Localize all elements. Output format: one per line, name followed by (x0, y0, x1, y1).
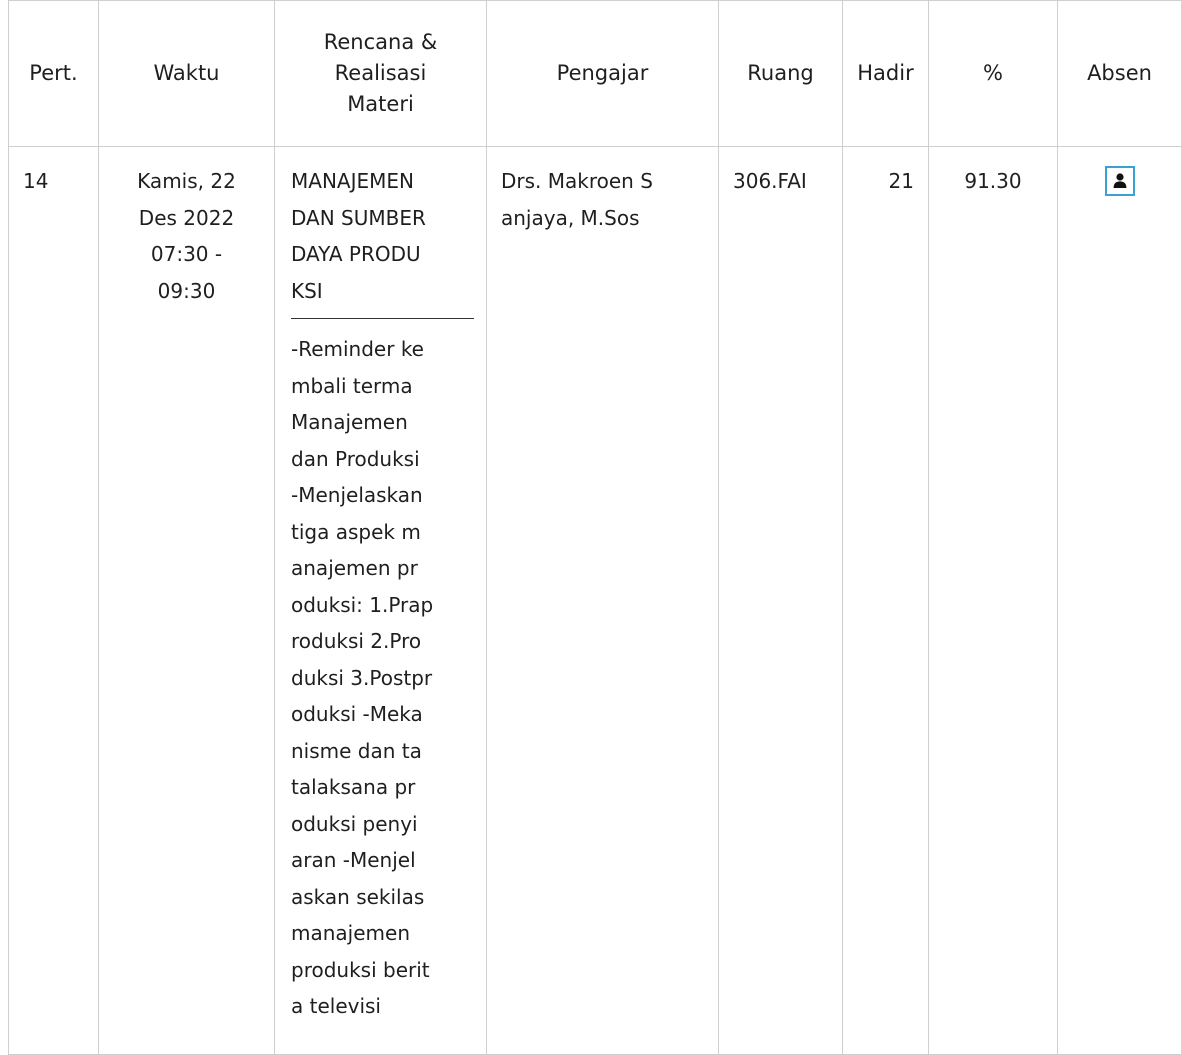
realisasi-line: duksi 3.Postpr (291, 660, 474, 697)
realisasi-line: Manajemen (291, 404, 474, 441)
realisasi-line: oduksi penyi (291, 806, 474, 843)
header-materi-line: Materi (281, 89, 480, 120)
header-waktu: Waktu (99, 1, 275, 147)
realisasi-line: -Reminder ke (291, 331, 474, 368)
rencana-line: DAYA PRODU (291, 236, 474, 273)
attendance-table (8, 0, 1181, 1055)
cell-waktu (99, 147, 275, 1055)
realisasi-line: roduksi 2.Pro (291, 623, 474, 660)
rencana-line: DAN SUMBER (291, 200, 474, 237)
header-materi (275, 1, 487, 147)
header-persen: % (929, 1, 1058, 147)
cell-pert: 14 (9, 147, 99, 1055)
user-icon (1113, 173, 1127, 188)
realisasi-line: -Menjelaskan (291, 477, 474, 514)
header-materi-line: Realisasi (281, 58, 480, 89)
cell-ruang: 306.FAI (719, 147, 843, 1055)
rencana-line: KSI (291, 273, 474, 310)
realisasi-line: aran -Menjel (291, 842, 474, 879)
cell-persen: 91.30 (929, 147, 1058, 1055)
cell-absen (1058, 147, 1181, 1055)
realisasi-line: manajemen (291, 915, 474, 952)
realisasi-line: nisme dan ta (291, 733, 474, 770)
table-row (9, 147, 1181, 1055)
cell-hadir: 21 (843, 147, 929, 1055)
table-header-row (9, 1, 1181, 147)
realisasi-materi (291, 331, 474, 1025)
pengajar-line: anjaya, M.Sos (501, 200, 704, 237)
absen-button[interactable] (1105, 166, 1135, 196)
pengajar-line: Drs. Makroen S (501, 163, 704, 200)
header-pengajar: Pengajar (487, 1, 719, 147)
header-ruang: Ruang (719, 1, 843, 147)
waktu-line: 07:30 - (113, 236, 260, 273)
rencana-materi (291, 163, 474, 309)
realisasi-line: dan Produksi (291, 441, 474, 478)
realisasi-line: mbali terma (291, 368, 474, 405)
realisasi-line: oduksi -Meka (291, 696, 474, 733)
realisasi-line: produksi berit (291, 952, 474, 989)
rencana-line: MANAJEMEN (291, 163, 474, 200)
waktu-line: Kamis, 22 (113, 163, 260, 200)
realisasi-line: a televisi (291, 988, 474, 1025)
cell-pengajar (487, 147, 719, 1055)
realisasi-line: askan sekilas (291, 879, 474, 916)
realisasi-line: tiga aspek m (291, 514, 474, 551)
header-pert: Pert. (9, 1, 99, 147)
realisasi-line: talaksana pr (291, 769, 474, 806)
realisasi-line: anajemen pr (291, 550, 474, 587)
header-hadir: Hadir (843, 1, 929, 147)
waktu-line: 09:30 (113, 273, 260, 310)
header-absen: Absen (1058, 1, 1181, 147)
cell-materi (275, 147, 487, 1055)
header-materi-line: Rencana & (281, 27, 480, 58)
realisasi-line: oduksi: 1.Prap (291, 587, 474, 624)
materi-divider (291, 318, 474, 319)
waktu-line: Des 2022 (113, 200, 260, 237)
